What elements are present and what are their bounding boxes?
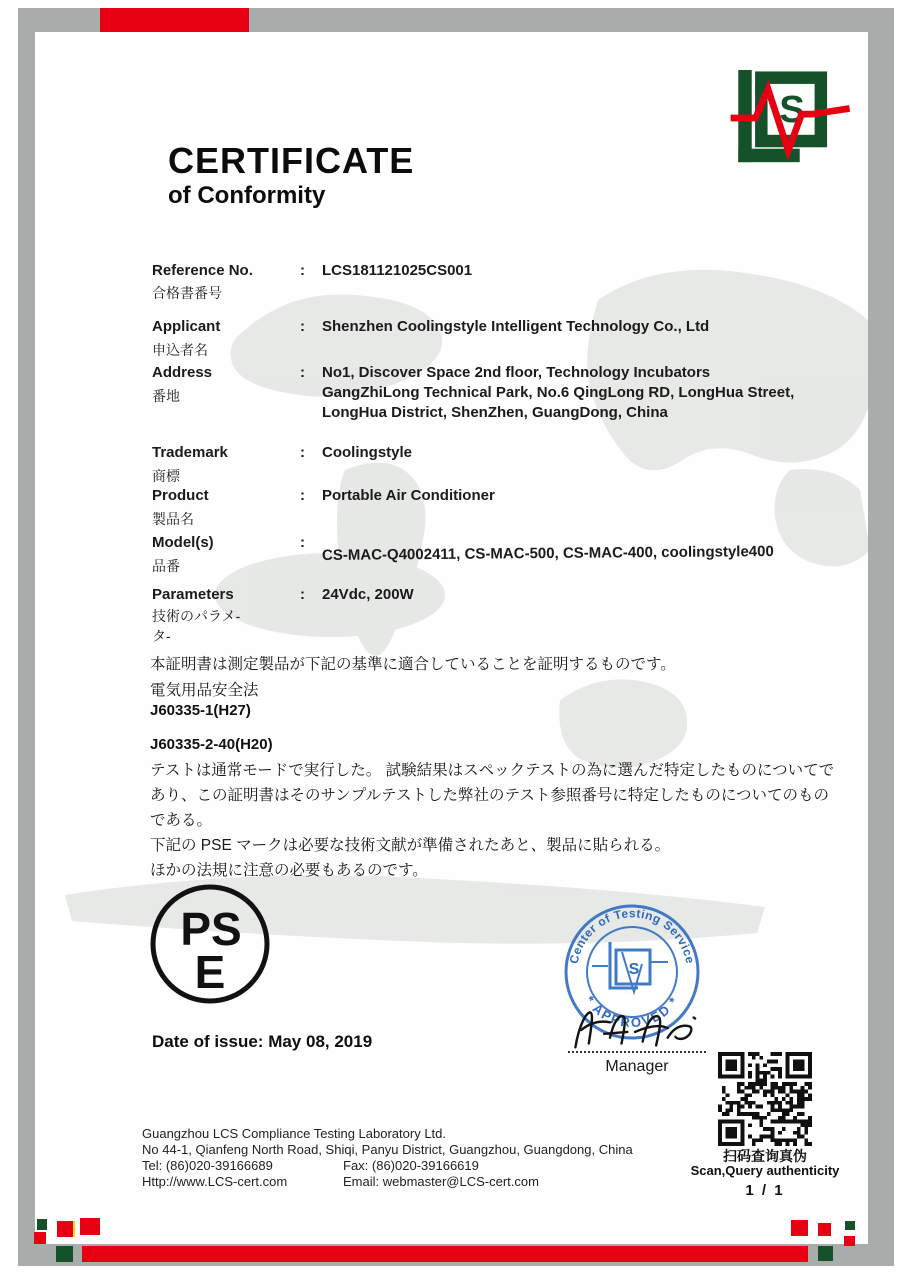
stamp-arc-top-text: Center of Testing Service xyxy=(566,906,698,965)
reference-colon: : xyxy=(300,262,305,279)
page-number: 1 / 1 xyxy=(745,1182,785,1199)
models-colon: : xyxy=(300,534,305,551)
deco-square xyxy=(34,1232,46,1244)
address-colon: : xyxy=(300,364,305,381)
qr-caption-en: Scan,Query authenticity xyxy=(690,1163,840,1178)
standard-2: J60335-2-40(H20) xyxy=(150,736,273,753)
deco-square xyxy=(844,1236,855,1246)
pse-letters-ps: PS xyxy=(180,903,242,955)
applicant-label: Applicant xyxy=(152,318,221,335)
certificate-subtitle: of Conformity xyxy=(168,182,326,209)
parameters-label-ja-line2: タ- xyxy=(152,628,171,644)
models-value: CS-MAC-Q4002411, CS-MAC-500, CS-MAC-400, coolingstyle400 xyxy=(321,543,774,564)
deco-square xyxy=(56,1246,73,1262)
manager-signature xyxy=(565,1005,705,1055)
deco-square xyxy=(80,1218,100,1235)
parameters-colon: : xyxy=(300,586,305,603)
statement-pse-note: 下記の PSE マークは必要な技術文献が準備されたあと、製品に貼られる。 xyxy=(150,837,671,854)
footer-address: No 44-1, Qianfeng North Road, Shiqi, Panyu District, Guangzhou, Guangdong, China xyxy=(142,1142,633,1157)
statement-intro: 本証明書は測定製品が下記の基準に適合していることを証明するものです。 xyxy=(150,656,676,673)
qr-caption-zh: 扫码查询真伪 xyxy=(723,1148,807,1164)
address-value-line1: No1, Discover Space 2nd floor, Technology Incubators xyxy=(322,364,711,381)
certificate-title: CERTIFICATE xyxy=(168,140,415,181)
product-label-ja: 製品名 xyxy=(152,511,194,527)
deco-square xyxy=(818,1223,831,1236)
applicant-colon: : xyxy=(300,318,305,335)
stamp-arc-bottom-text: * APPROVED * xyxy=(581,993,683,1031)
frame-right xyxy=(868,8,894,1266)
address-label: Address xyxy=(152,364,213,381)
logo-letter: S xyxy=(779,87,805,131)
pse-mark xyxy=(148,882,272,1006)
parameters-label-ja-line1: 技術のパラメ- xyxy=(152,608,241,624)
frame-left xyxy=(18,8,35,1266)
parameters-value: 24Vdc, 200W xyxy=(322,586,414,603)
deco-square xyxy=(57,1221,75,1237)
product-colon: : xyxy=(300,487,305,504)
footer-tel: Tel: (86)020-39166689 xyxy=(142,1158,273,1173)
statement-other-note: ほかの法規に注意の必要もあるのです。 xyxy=(150,862,428,879)
footer-fax: Fax: (86)020-39166619 xyxy=(343,1158,479,1173)
models-label: Model(s) xyxy=(152,534,214,551)
applicant-value: Shenzhen Coolingstyle Intelligent Technology Co., Ltd xyxy=(322,318,710,335)
models-label-ja: 品番 xyxy=(152,558,180,574)
deco-square xyxy=(791,1220,808,1236)
deco-bottom-bar xyxy=(82,1246,808,1262)
trademark-colon: : xyxy=(300,444,305,461)
deco-square xyxy=(37,1219,47,1230)
signer-title: Manager xyxy=(605,1058,669,1075)
reference-label: Reference No. xyxy=(152,262,253,279)
trademark-label-ja: 商標 xyxy=(152,468,180,484)
footer-company: Guangzhou LCS Compliance Testing Laboratory Ltd. xyxy=(142,1126,447,1141)
statement-law: 電気用品安全法 xyxy=(150,682,259,699)
trademark-value: Coolingstyle xyxy=(322,444,413,461)
statement-paragraph: テストは通常モードで実行した。 試験結果はスペックテストの為に選んだ特定したものについてであり、この証明書はそのサンプルテストした弊社のテスト参照番号に特定したものについてのものである。 xyxy=(150,762,835,829)
deco-square xyxy=(818,1246,833,1261)
stamp-logo-letter: S xyxy=(628,961,640,978)
lcs-logo xyxy=(728,70,858,166)
svg-text:Center of Testing Service xyxy=(567,906,698,965)
address-label-ja: 番地 xyxy=(152,388,180,404)
address-value-line3: LongHua District, ShenZhen, GuangDong, China xyxy=(322,404,668,421)
footer-email: Email: webmaster@LCS-cert.com xyxy=(343,1174,539,1189)
reference-value: LCS181121025CS001 xyxy=(322,262,473,279)
frame-top-red-segment xyxy=(100,8,249,32)
parameters-label: Parameters xyxy=(152,586,234,603)
product-label: Product xyxy=(152,487,209,504)
date-of-issue: Date of issue: May 08, 2019 xyxy=(152,1032,373,1051)
standard-1: J60335-1(H27) xyxy=(150,702,251,719)
applicant-label-ja: 申込者名 xyxy=(152,342,208,358)
product-value: Portable Air Conditioner xyxy=(322,487,495,504)
reference-label-ja: 合格書番号 xyxy=(152,285,222,301)
footer-website: Http://www.LCS-cert.com xyxy=(142,1174,288,1189)
trademark-label: Trademark xyxy=(152,444,228,461)
address-value-line2: GangZhiLong Technical Park, No.6 QingLong RD, LongHua Street, xyxy=(322,384,795,401)
signature-line xyxy=(568,1051,706,1053)
pse-letter-e: E xyxy=(194,946,226,998)
qr-code xyxy=(718,1052,812,1146)
deco-square xyxy=(845,1221,855,1230)
